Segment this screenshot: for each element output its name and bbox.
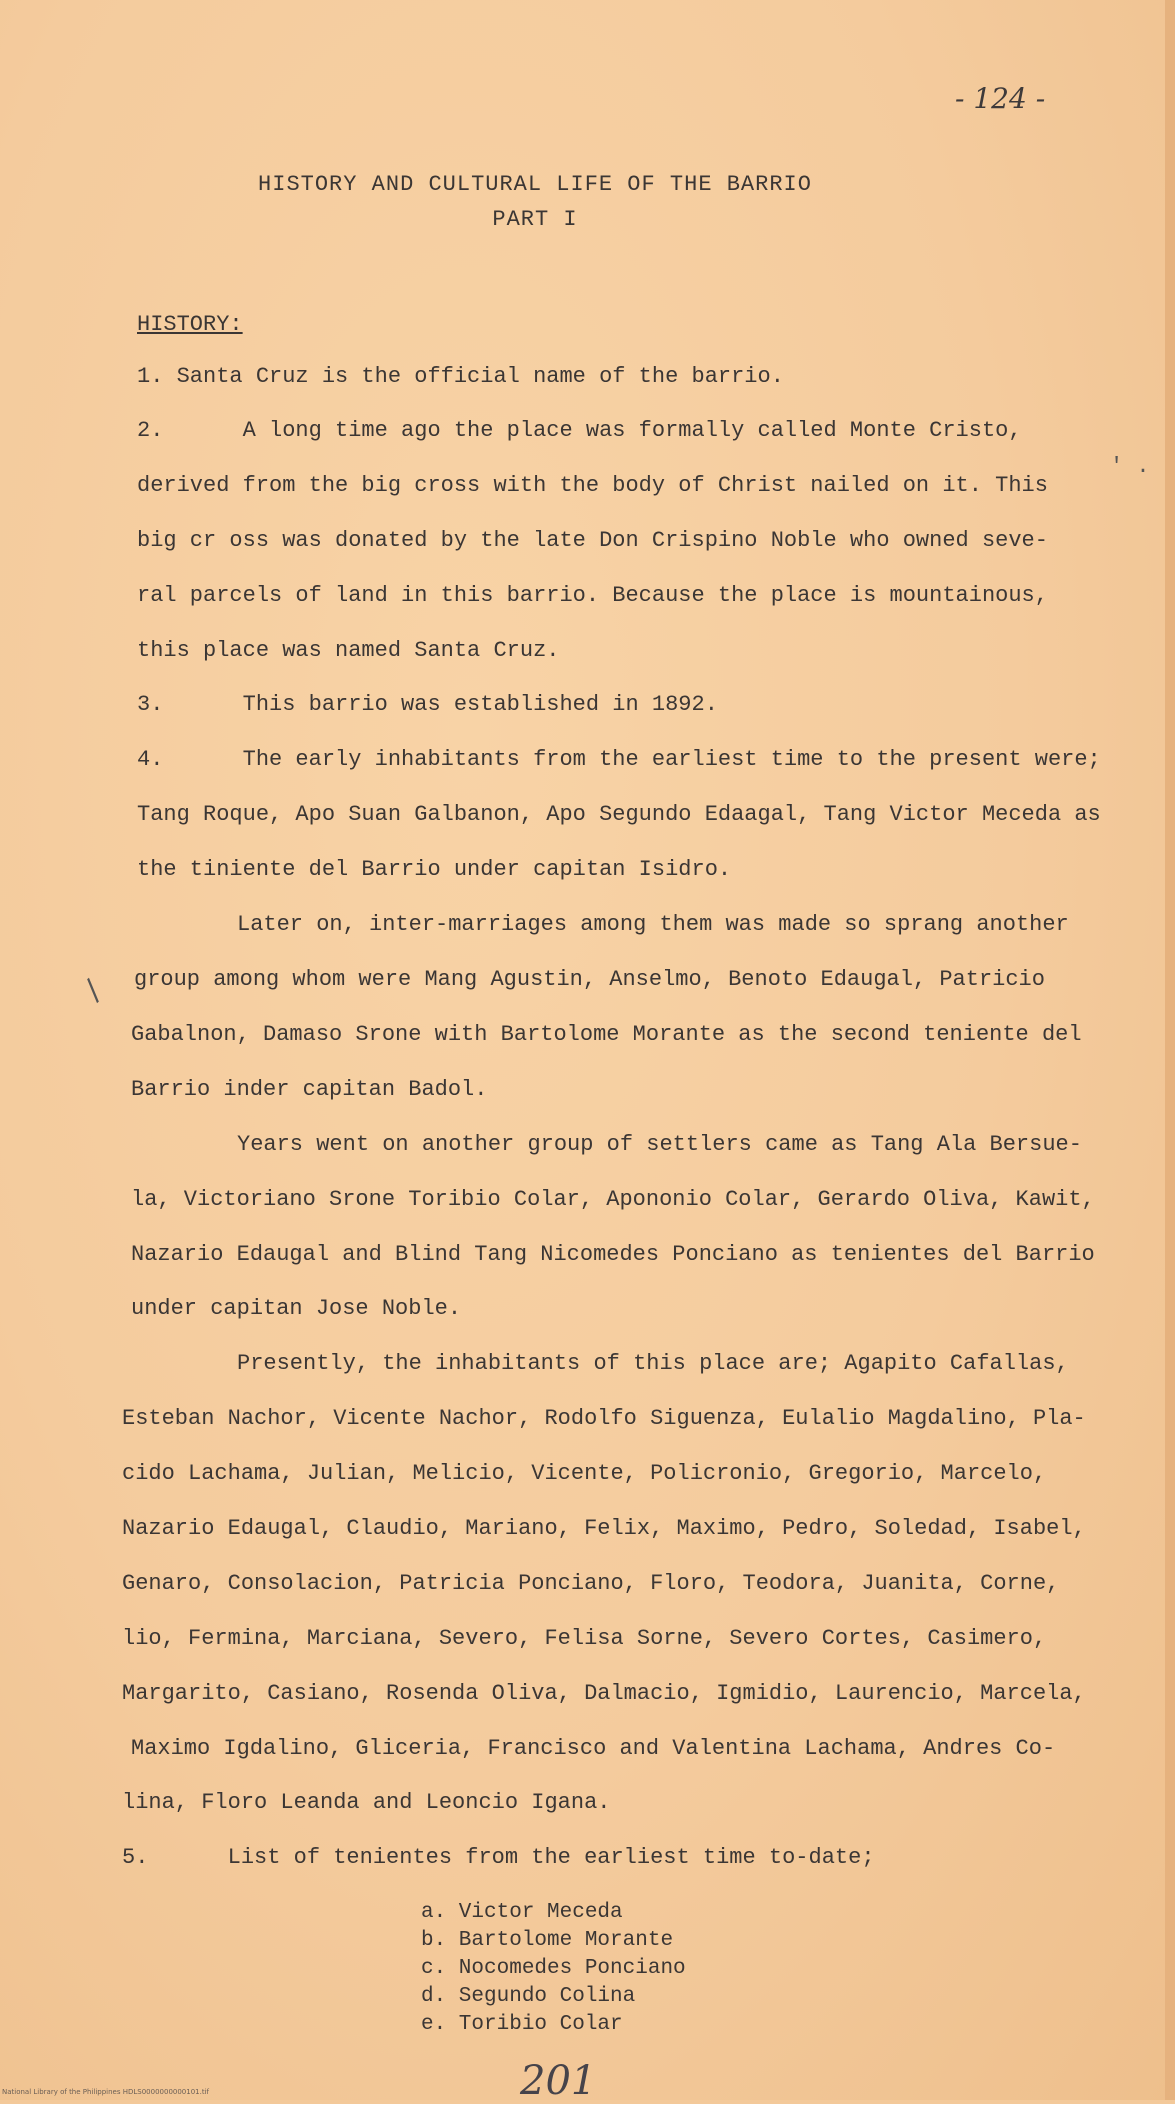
margin-check-mark: / xyxy=(77,973,109,1008)
body-line: 3. This barrio was established in 1892. xyxy=(137,692,718,717)
body-line: Genaro, Consolacion, Patricia Ponciano, Floro, Teodora, Juanita, Corne, xyxy=(122,1571,1060,1596)
body-line: derived from the big cross with the body of Christ nailed on it. This xyxy=(137,473,1048,498)
body-line: 4. The early inhabitants from the earliest time to the present were; xyxy=(137,747,1101,772)
body-line: the tiniente del Barrio under capitan Isidro. xyxy=(137,857,732,882)
margin-tick-mark: ' . xyxy=(1110,454,1150,479)
body-line: this place was named Santa Cruz. xyxy=(137,638,560,663)
page-edge xyxy=(1165,0,1175,2100)
body-line: 2. A long time ago the place was formally called Monte Cristo, xyxy=(137,418,1022,443)
body-line: cido Lachama, Julian, Melicio, Vicente, Policronio, Gregorio, Marcelo, xyxy=(122,1461,1047,1486)
scan-footer: National Library of the Philippines HDLS0000000000101.tif xyxy=(2,2088,209,2096)
list-item: c. Nocomedes Ponciano xyxy=(421,1957,686,1980)
page-number: - 124 - xyxy=(955,82,1046,115)
body-line: 1. Santa Cruz is the official name of the barrio. xyxy=(137,364,784,389)
list-item: e. Toribio Colar xyxy=(421,2013,623,2036)
tenientes-list xyxy=(421,1899,686,2039)
body-line: Presently, the inhabitants of this place are; Agapito Cafallas, xyxy=(237,1351,1069,1376)
body-line: 5. List of tenientes from the earliest time to-date; xyxy=(122,1845,875,1870)
body-line: Gabalnon, Damaso Srone with Bartolome Morante as the second teniente del xyxy=(131,1022,1082,1047)
body-line: ral parcels of land in this barrio. Because the place is mountainous, xyxy=(137,583,1048,608)
body-line: Tang Roque, Apo Suan Galbanon, Apo Segundo Edaagal, Tang Victor Meceda as xyxy=(137,802,1101,827)
body-line: Nazario Edaugal and Blind Tang Nicomedes Ponciano as tenientes del Barrio xyxy=(131,1242,1095,1267)
list-item: a. Victor Meceda xyxy=(421,1901,623,1924)
body-line: Years went on another group of settlers came as Tang Ala Bersue- xyxy=(237,1132,1082,1157)
body-line: lina, Floro Leanda and Leoncio Igana. xyxy=(122,1790,611,1815)
body-line: Margarito, Casiano, Rosenda Oliva, Dalmacio, Igmidio, Laurencio, Marcela, xyxy=(122,1681,1086,1706)
body-line: Later on, inter-marriages among them was made so sprang another xyxy=(237,912,1069,937)
document-title: HISTORY AND CULTURAL LIFE OF THE BARRIO xyxy=(258,172,812,197)
document-subtitle: PART I xyxy=(492,207,578,232)
body-line: lio, Fermina, Marciana, Severo, Felisa Sorne, Severo Cortes, Casimero, xyxy=(122,1626,1047,1651)
list-item: d. Segundo Colina xyxy=(421,1985,636,2008)
body-line: big cr oss was donated by the late Don Crispino Noble who owned seve- xyxy=(137,528,1048,553)
body-line: Maximo Igdalino, Gliceria, Francisco and Valentina Lachama, Andres Co- xyxy=(131,1736,1056,1761)
body-line: Nazario Edaugal, Claudio, Mariano, Felix, Maximo, Pedro, Soledad, Isabel, xyxy=(122,1516,1086,1541)
body-line: under capitan Jose Noble. xyxy=(131,1296,462,1321)
body-line: Esteban Nachor, Vicente Nachor, Rodolfo Siguenza, Eulalio Magdalino, Pla- xyxy=(122,1406,1086,1431)
body-line: la, Victoriano Srone Toribio Colar, Apononio Colar, Gerardo Oliva, Kawit, xyxy=(131,1187,1095,1212)
section-heading: HISTORY: xyxy=(137,312,243,337)
body-line: Barrio inder capitan Badol. xyxy=(131,1077,488,1102)
list-item: b. Bartolome Morante xyxy=(421,1929,674,1952)
handwritten-stamp-number: 201 xyxy=(520,2058,597,2104)
body-line: group among whom were Mang Agustin, Anselmo, Benoto Edaugal, Patricio xyxy=(134,967,1045,992)
